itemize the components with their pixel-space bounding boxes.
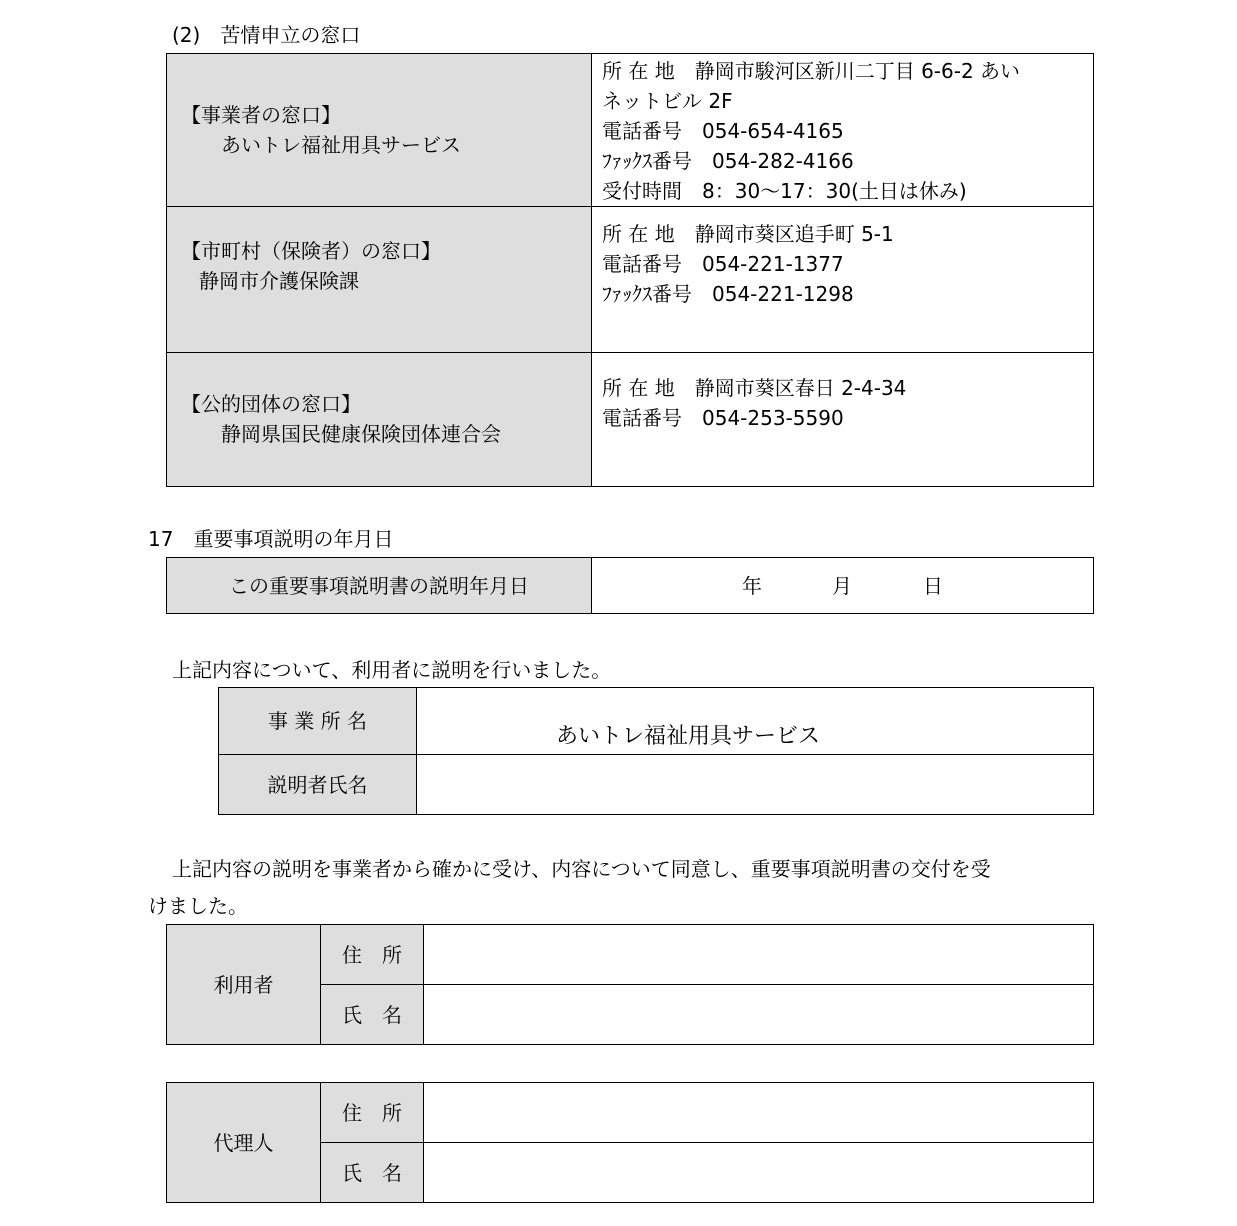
office-name-label: 事 業 所 名 [267,709,368,733]
complaint-table [166,53,1094,487]
municipality-contact-name: 静岡市介護保険課 [199,269,359,293]
date-day-label: 日 [923,574,943,598]
municipality-contact-cell [167,207,592,353]
public-body-phone: 電話番号 054-253-5590 [602,406,844,430]
user-address-label: 住 所 [342,942,402,967]
complaint-row-business [167,54,1094,207]
agent-group-cell [167,1083,321,1203]
office-name-value: あいトレ福祉用具サービス [556,724,821,749]
date-month-label: 月 [832,574,852,598]
agent-name-label: 氏 名 [342,1160,402,1185]
office-table [218,687,1094,815]
public-body-contact-cell [167,353,592,487]
agent-group-label: 代理人 [213,1130,274,1155]
office-name-label-cell [219,688,417,755]
public-body-contact-title: 【公的団体の窓口】 [181,392,361,416]
agent-address-label: 住 所 [342,1100,402,1125]
agent-table [166,1082,1094,1203]
office-name-value-cell[interactable] [417,688,1094,755]
business-contact-cell [167,54,592,207]
agent-name-label-cell [321,1143,424,1203]
agent-address-field[interactable] [424,1083,1094,1143]
public-body-contact-name: 静岡県国民健康保険団体連合会 [221,422,501,446]
public-body-contact-details [592,353,1094,487]
business-address-line2: ネットビル 2F [602,89,733,113]
consent-sentence-line1: 上記内容の説明を事業者から確かに受け、内容について同意し、重要事項説明書の交付を受 [172,857,991,881]
section-2-heading: (2) 苦情申立の窓口 [172,23,361,47]
user-group-label: 利用者 [213,972,274,997]
explainer-name-label-cell [219,755,417,815]
consent-sentence-line2: けました。 [148,894,248,918]
explanation-date-table [166,557,1094,614]
business-contact-name: あいトレ福祉用具サービス [221,133,461,157]
explainer-name-value-cell[interactable] [417,755,1094,815]
business-contact-title: 【事業者の窓口】 [181,103,341,127]
user-group-cell [167,925,321,1045]
section-17-heading: 17 重要事項説明の年月日 [148,527,394,551]
user-address-field[interactable] [424,925,1094,985]
agent-name-field[interactable] [424,1143,1094,1203]
municipality-phone: 電話番号 054-221-1377 [602,252,844,276]
municipality-contact-details [592,207,1094,353]
municipality-contact-title: 【市町村（保険者）の窓口】 [181,239,441,263]
explainer-name-label: 説明者氏名 [267,772,368,797]
user-table [166,924,1094,1045]
business-contact-details [592,54,1094,207]
complaint-row-municipality [167,207,1094,353]
municipality-fax: ﾌｧｯｸｽ番号 054-221-1298 [602,282,854,306]
agent-address-label-cell [321,1083,424,1143]
user-name-label-cell [321,985,424,1045]
business-hours: 受付時間 8：30〜17：30(土日は休み) [602,179,967,203]
municipality-address: 所 在 地 静岡市葵区追手町 5-1 [602,222,894,246]
business-address-line1: 所 在 地 静岡市駿河区新川二丁目 6-6-2 あい [602,59,1021,83]
business-phone: 電話番号 054-654-4165 [602,119,844,143]
user-name-field[interactable] [424,985,1094,1045]
explanation-date-label: この重要事項説明書の説明年月日 [229,573,529,598]
business-fax: ﾌｧｯｸｽ番号 054-282-4166 [602,149,854,173]
complaint-row-public-body [167,353,1094,487]
explanation-date-value-cell[interactable] [592,558,1094,614]
public-body-address: 所 在 地 静岡市葵区春日 2-4-34 [602,376,907,400]
user-name-label: 氏 名 [342,1002,402,1027]
user-address-label-cell [321,925,424,985]
date-year-label: 年 [742,574,762,598]
explanation-date-label-cell [167,558,592,614]
explanation-sentence: 上記内容について、利用者に説明を行いました。 [172,658,612,682]
